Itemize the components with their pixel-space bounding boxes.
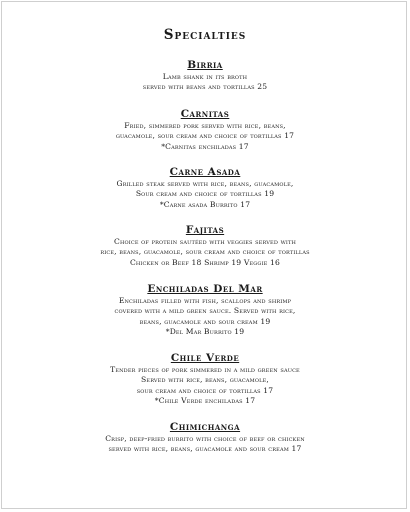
item-line: Lamb shank in its broth [162,72,248,81]
item-line: covered with a mild green sauce. Served with rice, [114,306,296,316]
item-line: Sour cream and choice of tortillas 19 [135,189,275,199]
item-line: served with beans and tortillas 25 [142,82,268,92]
item-line: Crisp, deep-fried burrito with choice of beef or chicken [105,434,305,443]
item-line: beans, guacamole and sour cream 19 [139,316,271,326]
section-birria [0,59,410,93]
item-prices: Chicken or Beef 18 Shrimp 19 Veggie 16 [129,257,281,267]
item-variant: *Chile Verde enchiladas 17 [154,396,256,406]
item-line: Fried, simmered pork served with rice, beans, [124,121,286,130]
item-line: Served with rice, beans, guacamole, [141,375,269,385]
section-title: Carnitas [180,108,230,120]
section-title: Fajitas [185,224,225,236]
section-fajitas [0,224,410,268]
item-line: Grilled steak served with rice, beans, guacamole, [116,179,294,188]
item-line: served with rice, beans, guacamole and sour cream 17 [108,444,302,454]
section-title: Birria [187,59,223,71]
item-line: sour cream and choice of tortillas 17 [136,385,274,395]
item-variant: *Carnitas enchiladas 17 [161,141,249,151]
section-title: Carne Asada [169,166,241,178]
section-chimichanga [0,421,410,455]
section-title: Chile Verde [170,352,240,364]
menu-title: Specialties [163,27,247,43]
section-title: Chimichanga [169,421,241,433]
section-title: Enchiladas Del Mar [147,283,263,295]
item-line: Enchiladas filled with fish, scallops and shrimp [118,296,292,305]
item-variant: *Carne asada Burrito 17 [159,199,251,209]
item-variant: *Del Mar Burrito 19 [165,327,245,337]
item-line: Choice of protein sautéed with veggies served with [114,237,296,246]
section-carne-asada [0,166,410,210]
section-enchiladas-del-mar [0,283,410,338]
item-line: guacamole, sour cream and choice of tortillas 17 [115,131,295,141]
section-chile-verde [0,352,410,407]
section-carnitas [0,108,410,152]
item-line: Tender pieces of pork simmered in a mild green sauce [110,365,300,374]
item-line: rice, beans, guacamole, sour cream and choice of tortillas [100,247,310,257]
